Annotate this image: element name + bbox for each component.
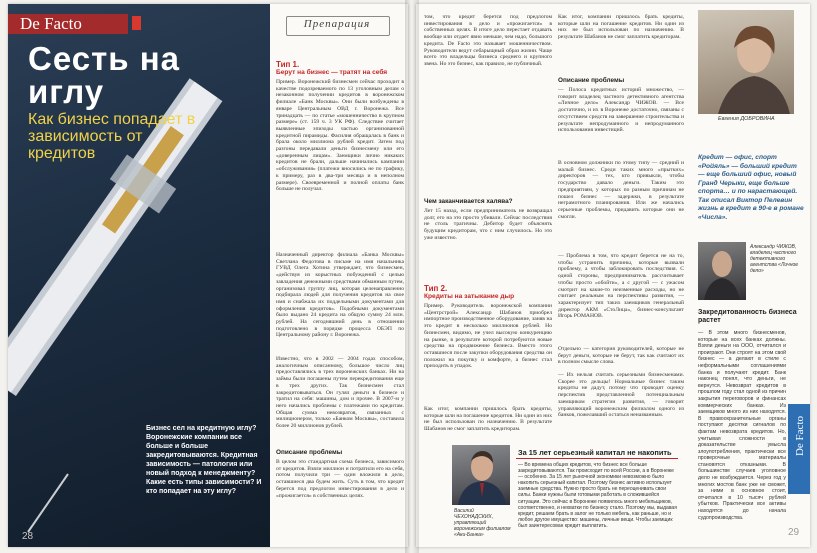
column-1c: Известно, что в 2002 — 2004 годах способом, аналогичным описанному, большое число лиц предоставлялись в трех воронежских банках. Ни на займы были погашены путем перекредитования еще в трех других. Так бизнесмен стал закредитовываться. Он гулял деньги в бизнесе и тратил на себя: машины, дом и прочее. В 2007-м у него начались проблемы с платежами по кредитам. Общая сумма невозвратов, связанных с милиционером, только «Банком Москвы», составила более 20 миллионов рублей. xyxy=(276,356,404,430)
column-3intro: Как итог, компании пришлось брать кредиты, которые шли на погашение кредитов. Ни один из них не был использован по назначению. В результате Шабанов не смог заплатить кредиторам. xyxy=(558,14,684,41)
column-2b: Лет 15 назад, если предприниматель не возвращал долг, его на это просто убивали. Сейчас последствия не столь трагичны. Дебитор будет объяснять будущим кредиторам, что с ним случилось. Но это уже известно. xyxy=(424,208,552,241)
col3-subhead: Описание проблемы xyxy=(558,77,625,84)
box-rule xyxy=(516,458,678,459)
column-3b: В основном должники по этому типу — средний и малый бизнес. Среди таких много «прытких» директоров — тех, кто привыкли, чтобы государство давало деньги. Таким это предприятиям, у которых по разным причинам не пошел бизнес — задержки, в результате неграмотного планирования. Или же начались серьезные проблемы, придавить которые они не смогли. xyxy=(558,160,684,220)
column-3e: — Их нельзя считать серьезными бизнесменами. Скорее это дельцы! Нормальные бизнес таким кредиты не дадут, потому что проводят оценку перспектив представленной потенциальным заемщиком стратегии развития, — говорит управляющий воронежским филиалом одного из банков, пожелавший остаться неназванным. xyxy=(558,372,684,419)
rubric-label: Препарация xyxy=(303,18,371,30)
type2-label: Тип 2. xyxy=(424,284,448,293)
column-2d: Как итог, компании пришлось брать кредиты, которые шли на погашение кредитов. Ни один из них не был использован по назначению. В результате Шабанов не смог заплатить кредиторам. xyxy=(424,406,552,433)
left-page xyxy=(8,4,408,547)
chekhonadskikh-photo xyxy=(452,445,510,505)
page-gutter xyxy=(405,0,419,553)
column-1b: Назначенный директор филиала «Банка Москвы» Светлана Федотова в письме на имя начальника ГУВД Олега Хотина утверждает, что бизнесмен, «действуя из корыстных побуждений с целью завладения денежными средствами обманным путем, организовал группу лиц, которая целенаправленно подбирала людей для получения кредитов на свое имя и снабжала их поддельными документами для оформления кредитов». Подобными документами было выдано 24 кредита на общую сумму 24 млн. рублей. На сегодняшний день в отношении подготовлено в порядке процесса ОБЭП по Центральному району г. Воронежа. xyxy=(276,252,404,339)
sidebar-text: — В этом много бизнесменов, которые на всех банках должны. Взяли деньги на ООО, отчитался и проиграют. Они строят на этом свой бизнес — а делают в стиле с неформальными соглашениями банка и получают кредит. Банк наконец понял, что деньги, не вернутся. Невозврат кредитов в прошлом году стал одной из причин закрытия переговоров и финансах коммерческих банках. Из заемщиков много из них находятся. В правоохранительные органы поступают десятки сигналов по фактам невозврата кредитов. Но, учитывая сложности в доказательстве умысла злоупотребления, практически все проверочные материалы становятся отказными. В большинстве случаев уголовное дело не возбуждается. Через год у многих мостов банк уже не сможет, за ними в основное стоит, отчитался в 10 тысяч рублей убытков. Практически все активы находятся до начала судопроизводства. xyxy=(698,330,786,521)
sidebar-title: Закредитованность бизнеса растет xyxy=(698,309,797,324)
box-text: — Во времена общих кредитов, что бизнес все больше закредитовываются. Так происходит по всей России, а в Воронеже — особенно. За 15 лет рыночной экономики невозможно было накопить серьезный капитал. Поэтому бизнес активно использует заемные средства. Нужно просто брать не переоценивать свои силы. Банки нужны были готовыми работать в сложившейся ситуации. Это сейчас в Воронеже появилось много мебельщиков, соответственно, и нехватки по бизнесу стало. Поэтому мы, выдавая кредит, решаем брать в залог не только мебель, как раньше, но и любое другое имущество: машины, личные вещи. Чтобы заемщик был заинтересован кредит выплатить. xyxy=(518,462,677,529)
col2-subhead: Чем заканчивается халява? xyxy=(424,198,513,205)
type2-title: Кредиты на затыкание дыр xyxy=(424,293,515,300)
column-1a: Пример. Воронежский бизнесмен сейчас проходит в качестве подозреваемого по 13 уголовным делам о незаконном получении кредитов в воронежском филиале «Банк Москвы». Они были возбуждены в январе Центральным ОВД г. Воронежа. Все тринадцать — по статье «мошенничество в крупном размере» (ст. 159 ч. 3 УК РФ). Следствие считает выявленные эпизоды частью организованной кредитной пирамиды. Фасилия обращалась в банк и брала около миллиона рублей кредит. Затем под разгоны передавали деньги бизнесмену или его «доверенным лицам». Заемщики лично никаких кредитов не брали, дальше начинались кампании «обслуживания» (платежи вносились не по графику, к примеру, раз в два-три месяца и в неполном размере). Своевременной и полной оплаты банк больше не получал. xyxy=(276,79,404,193)
box-title: За 15 лет серьезный капитал не накопить xyxy=(518,448,672,457)
column-1d: В целом это стандартная схема бизнеса, зависимого от кредитов. Взяли миллион и потратили его на себя, потом получили три — один вложили в дело, оставшиеся два будем жить. Суть в том, что кредит берется под предлогом инвестирования в дело и «прожигается» в собственных целях. xyxy=(276,459,404,499)
page-number-right: 29 xyxy=(788,527,800,538)
column-2c: Пример. Руководитель воронежской компании «Центрстрой» Александр Шабанов приобрел импортное производственное оборудование, заняв на это кредит в несколько миллионов рублей. Но бизнесмен, видимо, не учел высокую конкуренцию на рынке, в результате которой потребуются новые средства на продвижение бизнеса. Вместо этого оставшиеся после закупки оборудования средства он положил на покупку и комфорте, а бизнес стал приходить в упадок. xyxy=(424,303,552,370)
column-2a: том, что кредит берется под предлогом инвестирования в дело и «прожигается» в собственных целях. В итоге дело перестает отдавать вообще или отдает явно меньше, чем надо, большого кредита. De Facto это называет мошенничеством. Руководители ведут себарыщный образ жизни. Чаще всего это владельцы бизнеса среднего и крупного звена. Но это бизнес, как правило, не публичный. xyxy=(424,14,552,67)
chekhonadskikh-caption: Василий ЧЕХОНАДСКИХ, управляющий воронежским филиалом «Аки-Банка» xyxy=(454,508,511,538)
dobrovina-caption: Евгения ДОБРОВИНА xyxy=(718,116,775,122)
column-3a: — Полоса кредитных историй множество, — говорит владелец частного детективного агентства «Личное дело» Александр ЧИЖОВ. — Все достаточно, и их в Воронеже достаточно, связаны с отсутствием средств на завершение строительства и результате непродуманного и непродуманного использования инвестиций. xyxy=(558,87,684,134)
logo-accent xyxy=(132,16,141,30)
chizhov-photo xyxy=(698,242,746,300)
side-logo: De Facto xyxy=(794,416,806,457)
article-subtitle: Как бизнес попадает в зависимость от кредитов xyxy=(28,111,196,162)
column-3d: Отдельно — категория руководителей, которые не берут деньги, которые не берут, так как считают их в полном смысле слова. xyxy=(558,346,684,366)
dobrovina-photo xyxy=(698,10,794,114)
col1-subhead: Описание проблемы xyxy=(276,449,343,456)
pull-quote: Кредит — офис, спорт «Ройяль» — больший кредит — еще больший офис, новый Гранд Черыки, еще больше спорта… и по нарастающей. Так описал Виктор Пелевин жизнь в кредит в 90-е в романе «Числа». xyxy=(698,154,804,221)
magazine-logo: De Facto xyxy=(20,14,82,33)
type1-title: Берут на бизнес — тратят на себя xyxy=(276,69,388,76)
type1-label: Тип 1. xyxy=(276,60,300,69)
article-lead: Бизнес сел на кредитную иглу? Воронежские компании все больше и больше закредитовываются. Кредитная зависимость — патология или новый подход к менеджменту? Какие есть типы зависимости? И кто попадает на эту иглу? xyxy=(146,425,262,495)
column-3c: — Проблема в том, что кредит берется не на то, чтобы устранить причины, которые вызвали проблему, а чтобы заблокировать последствия. С одной стороны, предприниматель рассчитывает чтобы просто «обойти», а с другой — с ужасом смотрит на какие-то неизменные расходы, но не считает реальным на перспективы развития, — характеризует тип таких заемщиков генеральный директор АКМ «СтоЛица», бизнес-консультант Игорь РОМАНОВ. xyxy=(558,253,684,320)
chizhov-caption: Александр ЧИЖОВ, владелец частного детективного агентства «Личное дело» xyxy=(750,244,799,274)
page-number-left: 28 xyxy=(22,531,34,542)
cover-photo xyxy=(8,4,270,547)
article-title: Сесть на иглу xyxy=(28,40,181,110)
